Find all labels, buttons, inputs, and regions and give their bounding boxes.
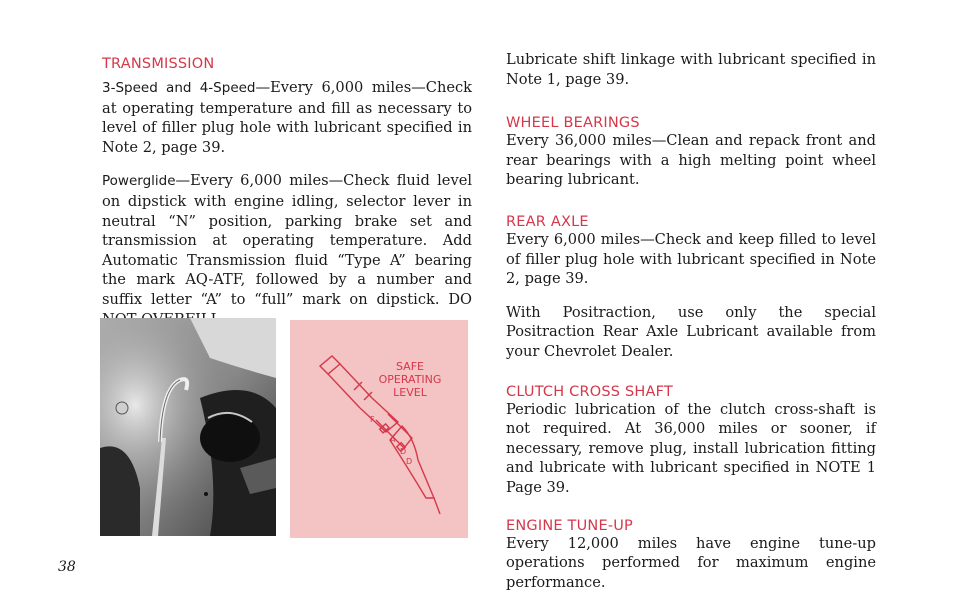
clutch-heading: CLUTCH CROSS SHAFT [506, 383, 673, 400]
transmission-powerglide-paragraph [102, 171, 472, 329]
dipstick-letter-f: F [370, 415, 375, 424]
positraction-text: With Positraction, use only the special Positraction Rear Axle Lubricant available from your Chevrolet Dealer. [506, 303, 876, 360]
page-number: 38 [58, 559, 76, 575]
clutch-text: Periodic lubrication of the clutch cross-shaft is not required. At 36,000 miles or sooner, if necessary, remove plug, install lubrication fitting and lubricate with lubricant specified in NOTE 1 Page 39. [506, 400, 876, 496]
label-line-1: SAFE [396, 360, 424, 373]
dipstick-diagram [290, 320, 468, 538]
powerglide-text: —Every 6,000 miles—Check fluid level on dipstick with engine idling, selector lever in neutral “N” position, parking brake set and transmission at operating temperature. Add Automatic Transmission fluid “Type A” bearing the mark AQ-ATF, followed by a number and suffix letter “A” to “full” mark on dipstick. DO [102, 172, 472, 308]
dipstick-photo [100, 318, 276, 536]
safe-operating-level-label [362, 360, 458, 399]
engine-photo-image [100, 318, 276, 536]
rear-axle-heading: REAR AXLE [506, 213, 589, 230]
label-line-2: OPERATING [378, 373, 442, 386]
dipstick-letter-a: A [390, 435, 396, 444]
shift-linkage-paragraph: Lubricate shift linkage with lubricant specified in Note 1, page 39. [506, 51, 876, 88]
transmission-heading: TRANSMISSION [102, 56, 215, 72]
wheel-bearings-section [506, 115, 876, 190]
left-column [102, 56, 472, 343]
rear-axle-section [506, 214, 876, 362]
wheel-bearings-heading: WHEEL BEARINGS [506, 115, 640, 132]
dipstick-letter-d1: D [400, 447, 407, 456]
manual-lead: 3-Speed and 4-Speed [102, 80, 256, 96]
clutch-section [506, 384, 876, 498]
dipstick-illustration [290, 320, 468, 538]
right-column [506, 50, 876, 612]
transmission-manual-paragraph [102, 78, 472, 157]
manual-text: —Every 6,000 miles—Check at operating temperature and fill as necessary to level of filler plug hole with lubricant specified in Note 2, page 39. [102, 79, 472, 156]
tune-up-heading: ENGINE TUNE-UP [506, 517, 634, 534]
powerglide-lead: Powerglide [102, 173, 176, 190]
dipstick-letter-d2: D [406, 457, 413, 466]
label-line-3: LEVEL [393, 386, 427, 399]
wheel-bearings-text: Every 36,000 miles—Clean and repack front and rear bearings with a high melting point wheel bearing lubricant. [506, 132, 876, 189]
tune-up-section [506, 518, 876, 593]
rear-axle-text: Every 6,000 miles—Check and keep filled to level of filler plug hole with lubricant specified in Note 2, page 39. [506, 230, 876, 288]
tune-up-text: Every 12,000 miles have engine tune-up operations performed for maximum engine performance. [506, 534, 876, 591]
